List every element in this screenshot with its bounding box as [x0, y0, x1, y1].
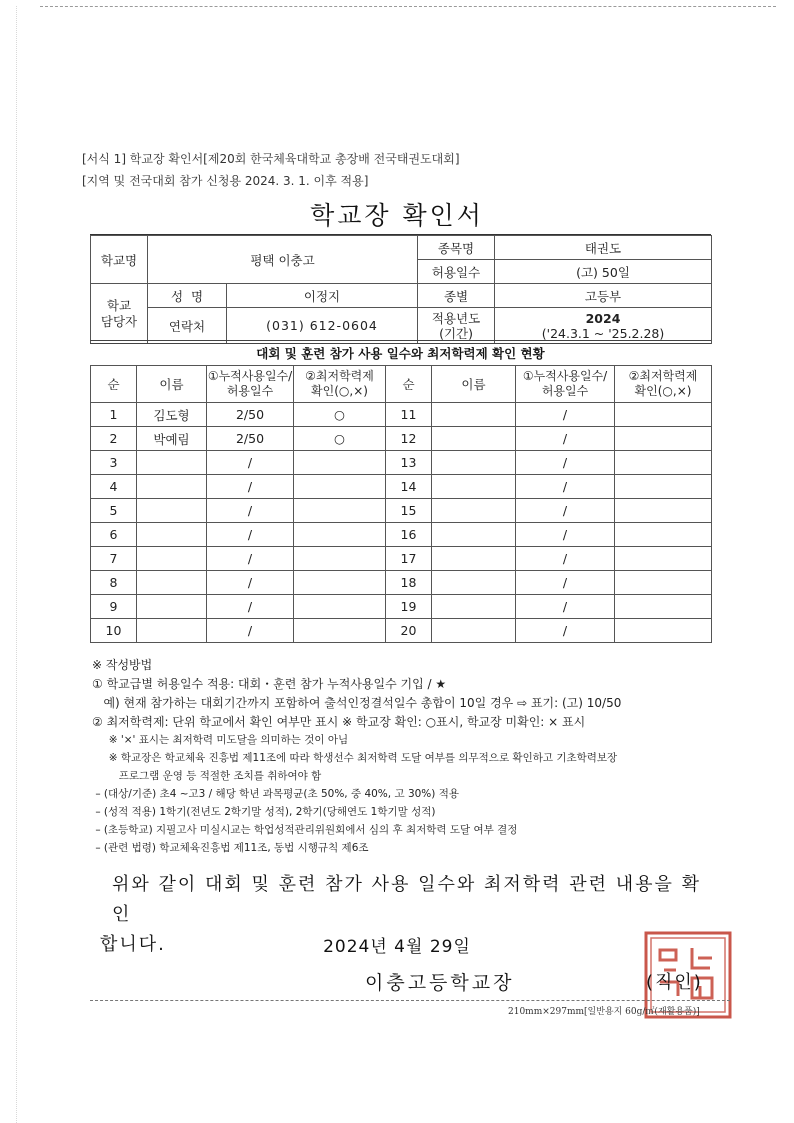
school-info-table [90, 235, 712, 344]
principal-title: 이충고등학교장 [365, 972, 515, 994]
row-check [615, 403, 712, 427]
row-no: 7 [91, 547, 137, 571]
note-line: – (관련 법령) 학교체육진흥법 제11조, 동법 시행규칙 제6조 [92, 842, 369, 854]
manager-name: 이정지 [227, 284, 418, 308]
row-name [137, 523, 207, 547]
row-no: 4 [91, 475, 137, 499]
year-label: 적용년도 (기간) [418, 308, 495, 344]
note-line: ※ '×' 표시는 최저학력 미도달을 의미하는 것이 아님 [92, 734, 349, 746]
row-no: 20 [386, 619, 432, 643]
table-row [91, 475, 712, 499]
row-days: / [207, 571, 294, 595]
apply-period-line: [지역 및 전국대회 참가 신청용 2024. 3. 1. 이후 적용] [82, 174, 369, 188]
row-name [137, 571, 207, 595]
scan-top-border [40, 6, 776, 7]
row-check [615, 619, 712, 643]
header-no-left: 순 [91, 366, 137, 403]
row-days: / [516, 619, 615, 643]
period-value: ('24.3.1 ~ '25.2.28) [541, 325, 665, 341]
issue-date: 2024년 4월 29일 [323, 937, 471, 957]
closing-line-1: 위와 같이 대회 및 훈련 참가 사용 일수와 최저학력 관련 내용을 확인 [112, 874, 702, 925]
division-label: 종별 [418, 284, 495, 308]
row-no: 2 [91, 427, 137, 451]
row-days: / [207, 547, 294, 571]
row-days: / [516, 451, 615, 475]
contact-value: (031) 612-0604 [227, 308, 418, 344]
row-check [615, 427, 712, 451]
year-value: 2024 [585, 310, 621, 326]
header-check-right: ②최저학력제 확인(○,×) [615, 366, 712, 403]
note-line: ※ 작성방법 [92, 658, 153, 672]
row-days: / [516, 403, 615, 427]
row-check [294, 571, 386, 595]
row-days: / [207, 475, 294, 499]
note-line: ① 학교급별 허용일수 적용: 대회・훈련 참가 누적사용일수 기입 / ★ [92, 677, 447, 691]
row-name [137, 619, 207, 643]
row-days: / [516, 427, 615, 451]
row-days: / [207, 499, 294, 523]
row-name [432, 547, 516, 571]
row-name [432, 427, 516, 451]
event-label: 종목명 [418, 236, 495, 260]
row-check: ○ [294, 427, 386, 451]
row-name [432, 595, 516, 619]
report-title: 대회 및 훈련 참가 사용 일수와 최저학력제 확인 현황 [256, 346, 545, 361]
row-no: 16 [386, 523, 432, 547]
note-line: – (성적 적용) 1학기(전년도 2학기말 성적), 2학기(당해연도 1학기말 성적) [92, 806, 436, 818]
row-days: / [207, 451, 294, 475]
row-no: 15 [386, 499, 432, 523]
row-days: / [207, 523, 294, 547]
row-name [137, 475, 207, 499]
row-check [294, 619, 386, 643]
year-cell [495, 308, 712, 344]
paper-spec: 210mm×297mm[일반용지 60g/㎡(재활용품)] [508, 1007, 700, 1017]
table-row [91, 523, 712, 547]
row-check: ○ [294, 403, 386, 427]
row-days: 2/50 [207, 403, 294, 427]
row-no: 1 [91, 403, 137, 427]
row-no: 12 [386, 427, 432, 451]
note-line: 프로그램 운영 등 적절한 조치를 취하여야 함 [92, 770, 322, 782]
footer-divider [90, 1000, 730, 1001]
table-row [91, 499, 712, 523]
row-days: / [516, 571, 615, 595]
seal-label: (직인) [646, 972, 703, 993]
row-check [615, 475, 712, 499]
row-no: 17 [386, 547, 432, 571]
row-days: / [207, 619, 294, 643]
allowed-days-label: 허용일수 [418, 260, 495, 284]
row-check [615, 571, 712, 595]
contact-label: 연락처 [148, 308, 227, 344]
form-number-line: [서식 1] 학교장 확인서[제20회 한국체육대학교 총장배 전국태권도대회] [82, 152, 460, 166]
row-days: / [516, 523, 615, 547]
row-no: 11 [386, 403, 432, 427]
header-name-left: 이름 [137, 366, 207, 403]
row-check [615, 451, 712, 475]
row-check [615, 523, 712, 547]
table-row [91, 595, 712, 619]
header-days-left: ①누적사용일수/ 허용일수 [207, 366, 294, 403]
school-name: 평택 이충고 [148, 236, 418, 284]
row-days: / [516, 475, 615, 499]
row-check [615, 547, 712, 571]
name-label: 성 명 [148, 284, 227, 308]
table-row [91, 427, 712, 451]
row-name [432, 571, 516, 595]
table-row [91, 571, 712, 595]
table-row [91, 547, 712, 571]
row-name [432, 451, 516, 475]
row-days: / [516, 595, 615, 619]
school-label: 학교명 [91, 236, 148, 284]
row-no: 14 [386, 475, 432, 499]
row-no: 10 [91, 619, 137, 643]
note-line: – (대상/기준) 초4 ~고3 / 해당 학년 과목평균(초 50%, 중 40%, 고 30%) 적용 [92, 788, 460, 800]
row-no: 18 [386, 571, 432, 595]
manager-label: 학교 담당자 [91, 284, 148, 344]
note-line: 예) 현재 참가하는 대회기간까지 포함하여 출석인정결석일수 총합이 10일 경우 ⇨ 표기: (고) 10/50 [92, 696, 622, 710]
header-check-left: ②최저학력제 확인(○,×) [294, 366, 386, 403]
row-days: 2/50 [207, 427, 294, 451]
row-name [432, 403, 516, 427]
row-no: 6 [91, 523, 137, 547]
row-days: / [207, 595, 294, 619]
event-value: 태권도 [495, 236, 712, 260]
row-name [137, 595, 207, 619]
table-body [91, 403, 712, 643]
allowed-days-value: (고) 50일 [495, 260, 712, 284]
row-no: 8 [91, 571, 137, 595]
table-row [91, 451, 712, 475]
participation-table [90, 365, 712, 643]
row-name [137, 451, 207, 475]
document-title: 학교장 확인서 [310, 201, 484, 230]
row-check [294, 499, 386, 523]
row-no: 3 [91, 451, 137, 475]
row-name [432, 619, 516, 643]
row-name [432, 475, 516, 499]
row-check [294, 547, 386, 571]
row-name [432, 523, 516, 547]
instructions [92, 656, 772, 858]
row-check [615, 499, 712, 523]
row-check [294, 595, 386, 619]
row-name [137, 547, 207, 571]
row-no: 19 [386, 595, 432, 619]
table-row [91, 403, 712, 427]
note-line: – (초등학교) 지필고사 미실시교는 학업성적관리위원회에서 심의 후 최저학력 도달 여부 결정 [92, 824, 518, 836]
table-row [91, 619, 712, 643]
row-check [294, 451, 386, 475]
row-name: 김도형 [137, 403, 207, 427]
note-line: ② 최저학력제: 단위 학교에서 확인 여부만 표시 ※ 학교장 확인: ○표시, 학교장 미확인: × 표시 [92, 715, 586, 729]
row-check [294, 475, 386, 499]
row-check [294, 523, 386, 547]
closing-line-2: 합니다. [100, 934, 166, 955]
header-name-right: 이름 [432, 366, 516, 403]
row-check [615, 595, 712, 619]
row-no: 9 [91, 595, 137, 619]
row-no: 5 [91, 499, 137, 523]
row-name [432, 499, 516, 523]
row-days: / [516, 499, 615, 523]
division-value: 고등부 [495, 284, 712, 308]
row-no: 13 [386, 451, 432, 475]
header-days-right: ①누적사용일수/ 허용일수 [516, 366, 615, 403]
row-days: / [516, 547, 615, 571]
header-no-right: 순 [386, 366, 432, 403]
row-name: 박예림 [137, 427, 207, 451]
note-line: ※ 학교장은 학교체육 진흥법 제11조에 따라 학생선수 최저학력 도달 여부를 의무적으로 확인하고 기초학력보장 [92, 752, 618, 764]
row-name [137, 499, 207, 523]
